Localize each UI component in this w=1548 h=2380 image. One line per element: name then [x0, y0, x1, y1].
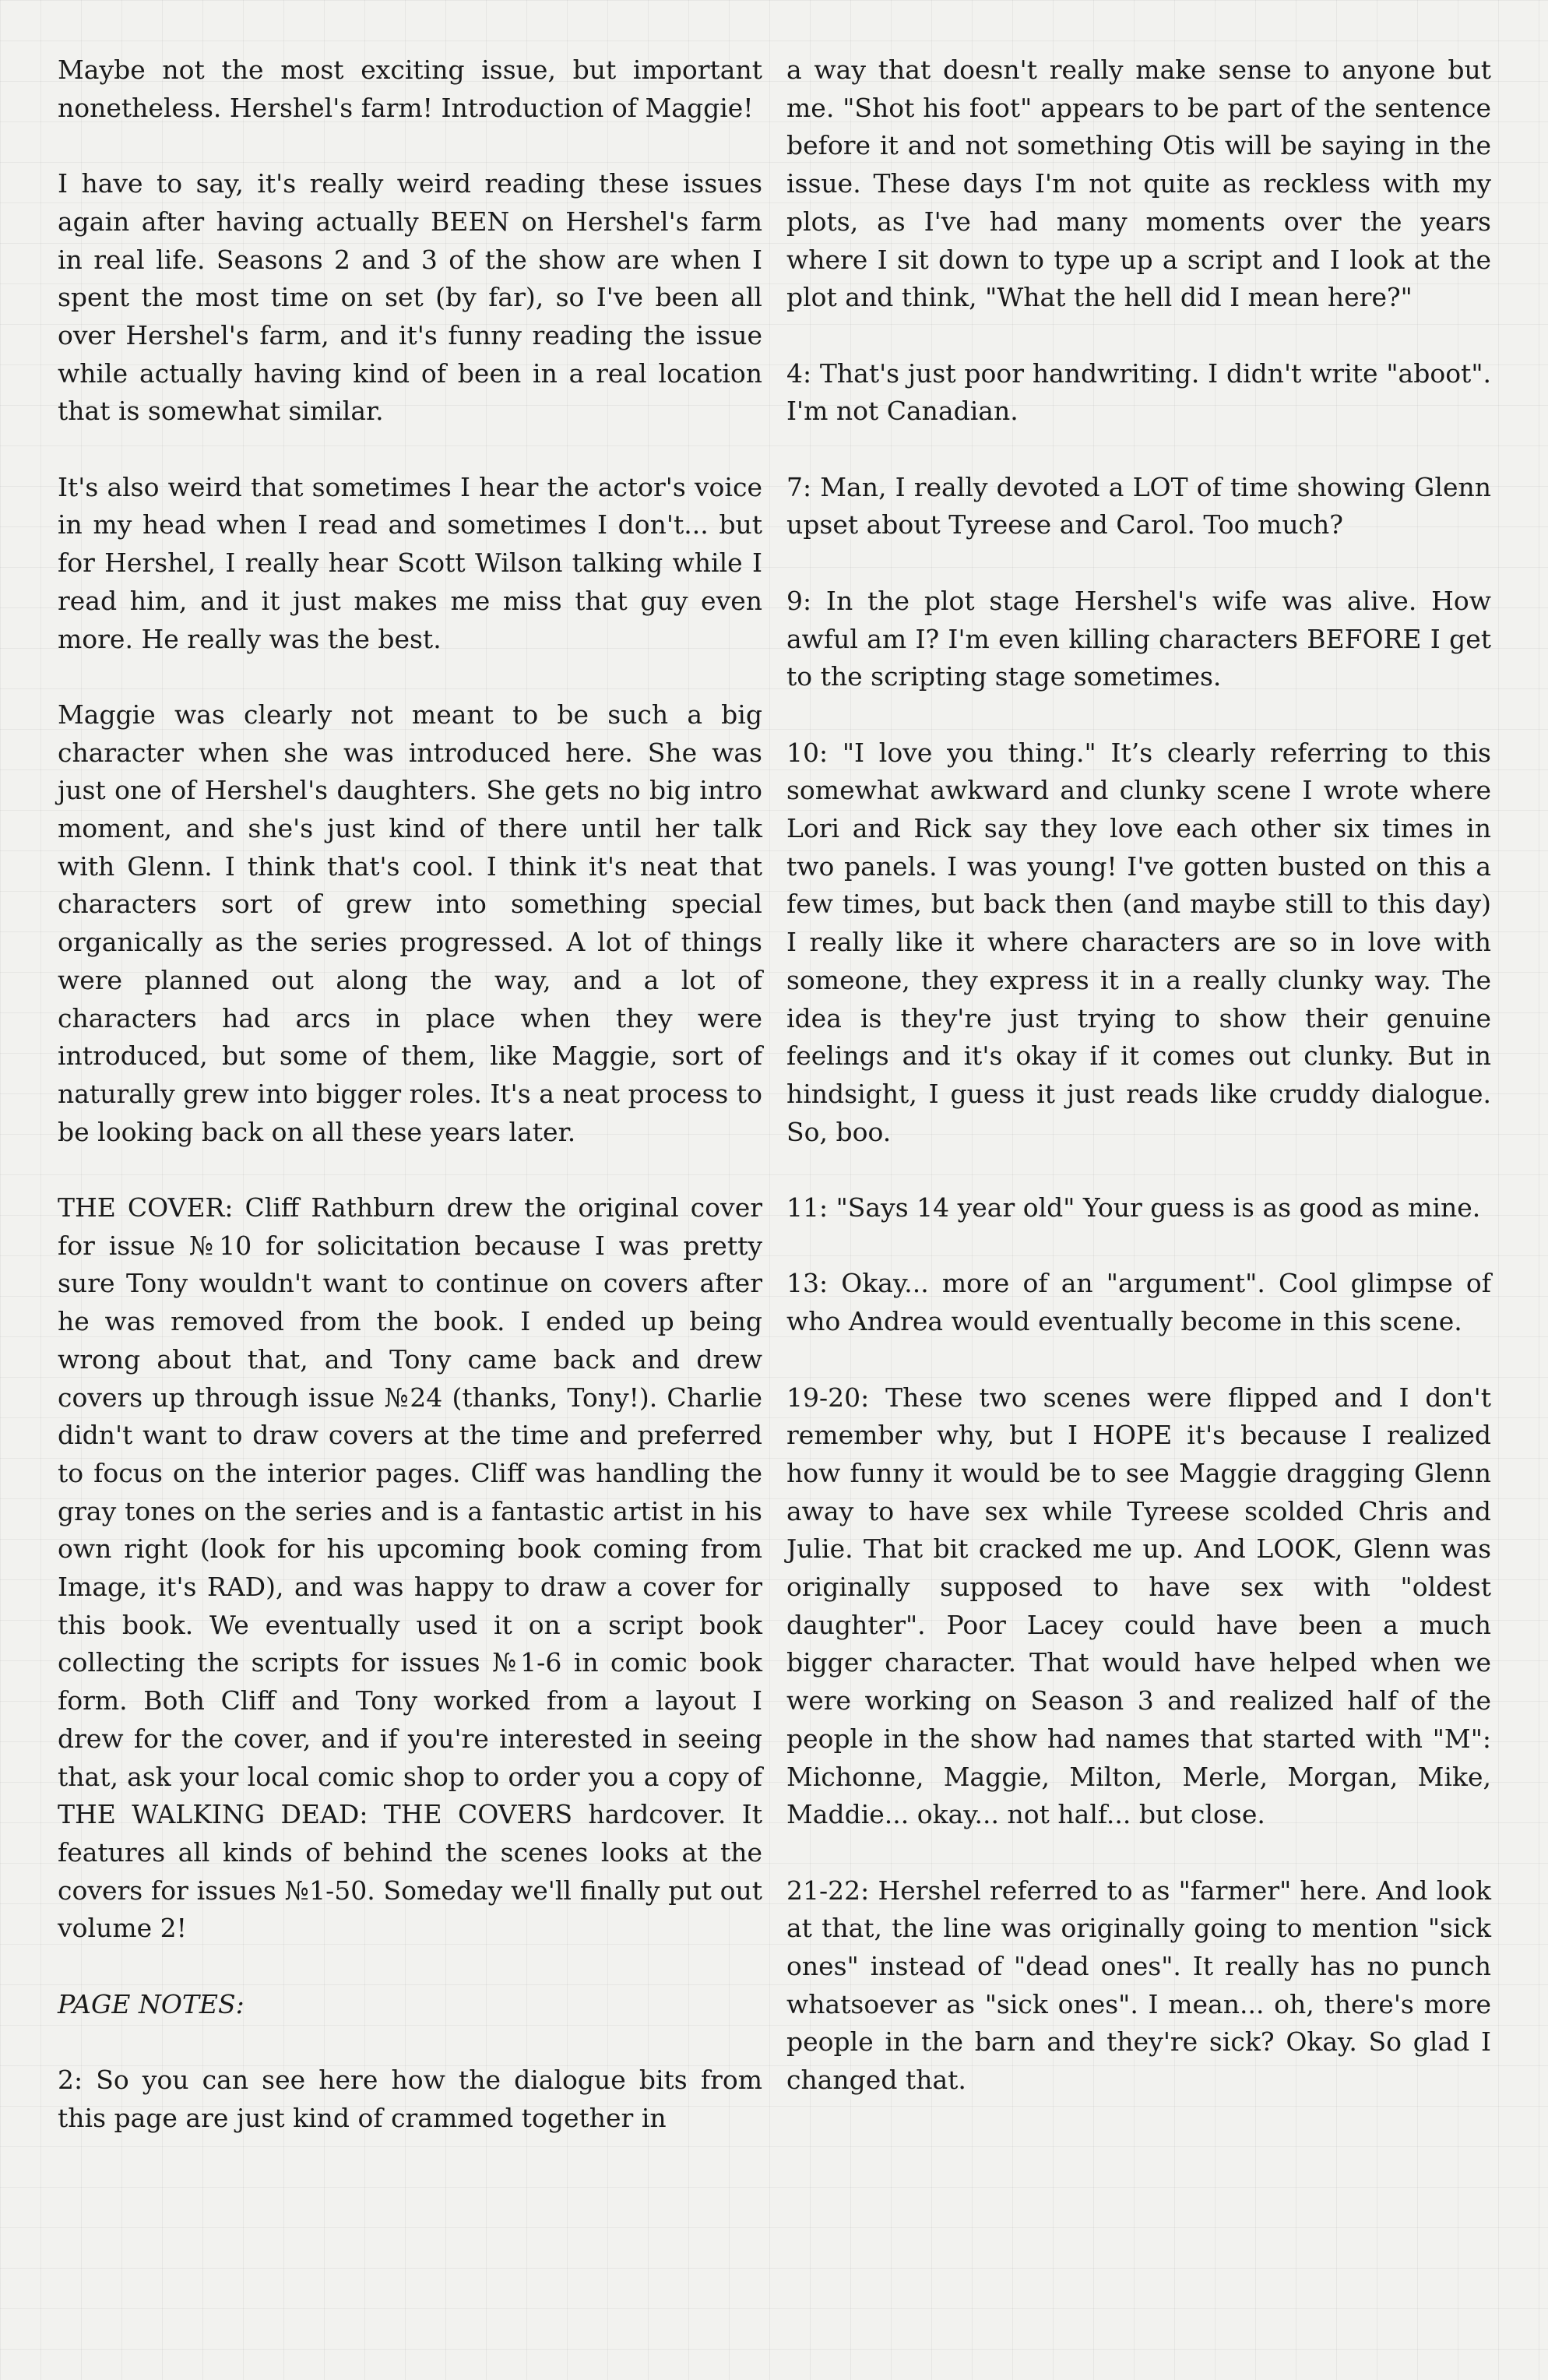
actor-voice-paragraph: It's also weird that sometimes I hear the actor's voice in my head when I read and sometimes I don't... but for Hershel, I really hear Scott Wilson talking while I read him, and it just makes me miss that guy even more. He really was the best. — [58, 471, 762, 654]
note-page-4: 4: That's just poor handwriting. I didn't write "aboot". I'm not Canadian. — [786, 357, 1491, 427]
set-visit-paragraph: I have to say, it's really weird reading these issues again after having actually BEEN on Hershel's farm in real life. Seasons 2 and 3 of the show are when I spent the most time on set (by far), so I've been all over Hershel's farm, and it's funny reading the issue while actually having kind of been in a real location that is somewhat similar. — [58, 168, 762, 427]
note-page-7: 7: Man, I really devoted a LOT of time showing Glenn upset about Tyreese and Carol. Too much? — [786, 471, 1491, 540]
note-pages-19-20: 19-20: These two scenes were flipped and I don't remember why, but I HOPE it's because I realized how funny it would be to see Maggie dragging Glenn away to have sex while Tyreese scolded Chris and Julie. That bit cracked me up. And LOOK, Glenn was originally supposed to have sex with "oldest daughter". Poor Lacey could have been a much bigger character. That would have helped when we were working on Season 3 and realized half of the people in the show had names that started with "M": Michonne, Maggie, Milton, Merle, Morgan, Mike, Maddie... okay... not half... but close. — [786, 1382, 1491, 1830]
note-page-13: 13: Okay... more of an "argument". Cool glimpse of who Andrea would eventually become in this scene. — [786, 1268, 1491, 1337]
note-pages-21-22: 21-22: Hershel referred to as "farmer" here. And look at that, the line was originally going to mention "sick ones" instead of "dead ones". It really has no punch whatsoever as "sick ones". I mean... oh, there's more people in the barn and they're sick? Okay. So glad I changed that. — [786, 1875, 1491, 2096]
note-page-2: 2: So you can see here how the dialogue bits from this page are just kind of crammed together in — [58, 2065, 762, 2133]
note-page-9: 9: In the plot stage Hershel's wife was alive. How awful am I? I'm even killing characters BEFORE I get to the scripting stage sometimes. — [786, 585, 1491, 692]
right-column — [786, 51, 1491, 2138]
note-page-10: 10: "I love you thing." It’s clearly referring to this somewhat awkward and clunky scene I wrote where Lori and Rick say they love each other six times in two panels. I was young! I've gotten busted on this a few times, but back then (and maybe still to this day) I really like it where characters are so in love with someone, they express it in a really clunky way. The idea is they're just trying to show their genuine feelings and it's okay if it comes out clunky. But in hindsight, I guess it just reads like cruddy dialogue. So, boo. — [786, 737, 1491, 1147]
maggie-paragraph: Maggie was clearly not meant to be such a big character when she was introduced here. She was just one of Hershel's daughters. She gets no big intro moment, and she's just kind of there until her talk with Glenn. I think that's cool. I think it's neat that characters sort of grew into something special organically as the series progressed. A lot of things were planned out along the way, and a lot of characters had arcs in place when they were introduced, but some of them, like Maggie, sort of naturally grew into bigger roles. It's a neat process to be looking back on all these years later. — [58, 699, 762, 1147]
note-page-11: 11: "Says 14 year old" Your guess is as good as mine. — [786, 1192, 1481, 1223]
note-page-2-continued: a way that doesn't really make sense to anyone but me. "Shot his foot" appears to be part of the sentence before it and not something Otis will be saying in the issue. These days I'm not quite as reckless with my plots, as I've had many moments over the years where I sit down to type up a script and I look at the plot and think, "What the hell did I mean here?" — [786, 55, 1491, 313]
left-column — [58, 51, 762, 2175]
intro-paragraph: Maybe not the most exciting issue, but important nonetheless. Hershel's farm! Introduction of Maggie! — [58, 55, 762, 123]
page-notes-heading: PAGE NOTES: — [58, 1988, 245, 2019]
cover-paragraph: THE COVER: Cliff Rathburn drew the original cover for issue №10 for solicitation because I was pretty sure Tony wouldn't want to continue on covers after he was removed from the book. I ended up being wrong about that, and Tony came back and drew covers up through issue №24 (thanks, Tony!). Charlie didn't want to draw covers at the time and preferred to focus on the interior pages. Cliff was handling the gray tones on the series and is a fantastic artist in his own right (look for his upcoming book coming from Image, it's RAD), and was happy to draw a cover for this book. We eventually used it on a script book collecting the scripts for issues №1-6 in comic book form. Both Cliff and Tony worked from a layout I drew for the cover, and if you're interested in seeing that, ask your local comic shop to order you a copy of THE WALKING DEAD: THE COVERS hardcover. It features all kinds of behind the scenes looks at the covers for issues №1-50. Someday we'll finally put out volume 2! — [58, 1192, 762, 1944]
